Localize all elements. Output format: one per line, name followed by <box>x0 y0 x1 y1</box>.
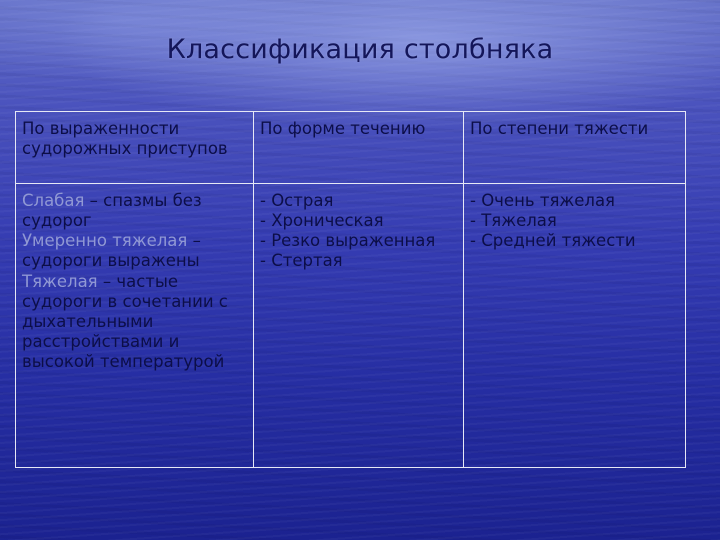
slide-title: Классификация столбняка <box>166 34 554 65</box>
seizure-level-term: Слабая <box>22 191 85 210</box>
table-header-row <box>16 112 686 184</box>
classification-table <box>15 111 686 468</box>
severity-degree-item: - Средней тяжести <box>470 231 636 251</box>
course-form-item: - Стертая <box>260 251 343 271</box>
cell-severity-degree <box>464 184 686 468</box>
seizure-level-desc: – частые судороги в сочетании с дыхательными расстройствами и высокой температурой <box>22 271 228 371</box>
seizure-level-term: Тяжелая <box>22 271 98 291</box>
course-form-item: - Острая <box>260 191 334 210</box>
course-form-item: - Резко выраженная <box>260 231 436 251</box>
seizure-level-item <box>22 272 247 373</box>
table-body-row <box>16 184 686 468</box>
course-form-item: - Хроническая <box>260 211 384 231</box>
seizure-level-desc: – спазмы без судорог <box>22 191 202 231</box>
header-seizure-severity: По выраженности судорожных приступов <box>16 112 254 184</box>
seizure-level-item <box>22 231 247 271</box>
severity-degree-item: - Тяжелая <box>470 211 557 231</box>
cell-course-form <box>254 184 464 468</box>
seizure-level-item <box>22 191 247 231</box>
seizure-level-desc: – судороги выражены <box>22 231 201 271</box>
cell-seizure-severity <box>16 184 254 468</box>
severity-degree-item: - Очень тяжелая <box>470 191 615 210</box>
header-severity-degree: По степени тяжести <box>464 112 686 184</box>
seizure-level-term: Умеренно тяжелая <box>22 231 188 251</box>
header-course-form: По форме течению <box>254 112 464 184</box>
